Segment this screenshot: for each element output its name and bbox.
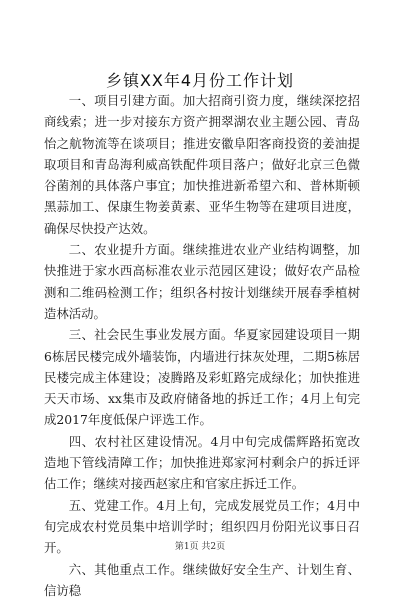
paragraph-party-building: 五、党建工作。4月上旬，完成发展党员工作；4月中旬完成农村党员集中培训学时；组织四月份阳光议事日召开。 [44,497,360,556]
paragraph-agriculture: 二、农业提升方面。继续推进农业产业结构调整，加快推进于家水西高标准农业示范园区建设；做好农产品检测和二维码检测工作；组织各村按计划继续开展春季植树造林活动。 [44,242,360,321]
paragraph-social-livelihood: 三、社会民生事业发展方面。华夏家园建设项目一期6栋居民楼完成外墙装饰，内墙进行抹灰处理，二期5栋居民楼完成主体建设；凌腾路及彩虹路完成绿化；加快推进天天市场、xx集市及政府储备地的拆迁工作；4月上旬完成2017年度低保户评选工作。 [44,327,360,428]
paragraph-other-work: 六、其他重点工作。继续做好安全生产、计划生育、信访稳 [44,561,360,598]
paragraph-project-introduction: 一、项目引建方面。加大招商引资力度，继续深挖招商线索；进一步对接东方资产拥翠湖农业主题公园、青岛怡之航物流等在谈项目；推进安徽阜阳客商投资的姜油提取项目和青岛海利威高铁配件项目落户；做好北京三色微谷菌剂的具体落户事宜；加快推进新希望六和、普林斯顿黑蒜加工、保康生物姜黄素、亚华生物等在建项目进度，确保尽快投产达效。 [44,93,360,236]
page-number-footer: 第1页 共2页 [174,542,226,552]
document-title: 乡镇XX年4月份工作计划 [105,71,295,90]
document-body [44,90,360,601]
paragraph-rural-community: 四、农村社区建设情况。4月中旬完成儒辉路拓宽改造地下管线清障工作；加快推进郑家河村剩余户的拆迁评估工作；继续对接西赵家庄和官家庄拆迁工作。 [44,433,360,492]
